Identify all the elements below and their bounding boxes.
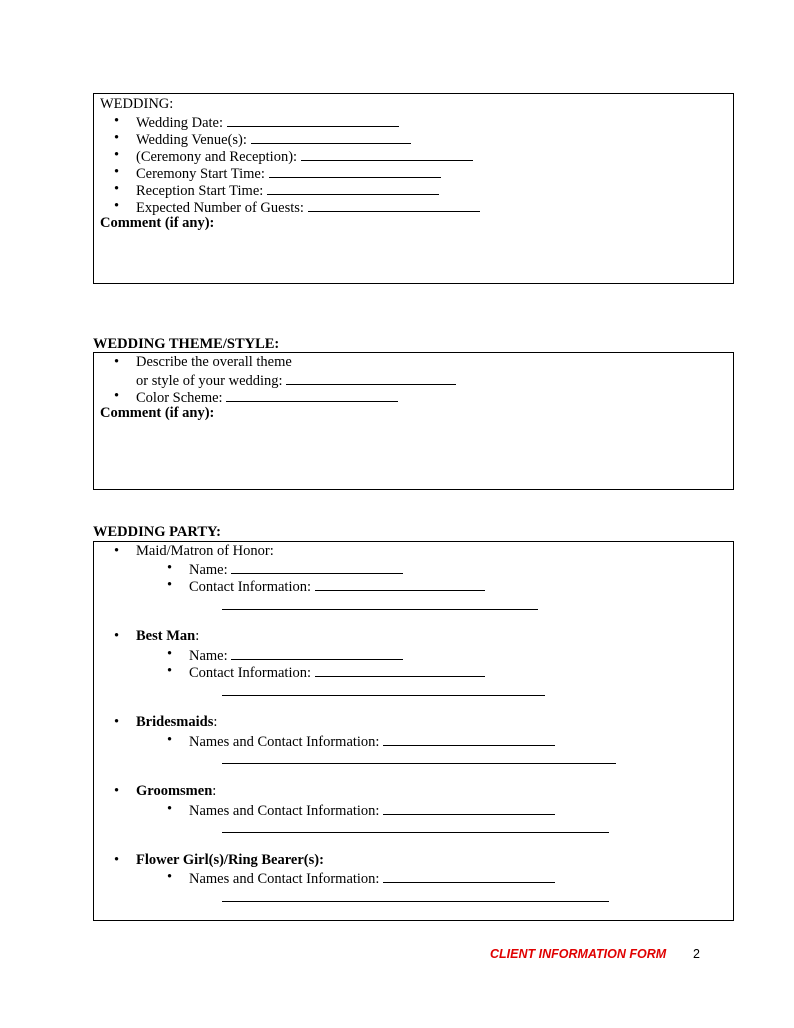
- flower-girl-extra-line[interactable]: [222, 901, 609, 902]
- page-number: 2: [693, 947, 700, 961]
- groomsmen-label: Groomsmen: [136, 783, 213, 799]
- bridesmaids-extra-line[interactable]: [222, 763, 616, 764]
- flower-girl-contact-blank[interactable]: [383, 869, 555, 883]
- groomsmen-colon: :: [212, 783, 217, 799]
- groomsmen-contact-field[interactable]: [189, 801, 555, 820]
- wedding-comment-label: Comment (if any):: [100, 215, 215, 231]
- ceremony-reception-blank[interactable]: [301, 147, 473, 161]
- wedding-heading: WEDDING:: [100, 96, 174, 112]
- best-man-contact-extra-line[interactable]: [222, 695, 545, 696]
- wedding-venue-blank[interactable]: [251, 130, 411, 144]
- footer-title: CLIENT INFORMATION FORM: [490, 947, 667, 961]
- bridesmaids-contact-label: Names and Contact Information:: [189, 734, 380, 750]
- color-scheme-blank[interactable]: [226, 388, 398, 402]
- party-section: [93, 541, 734, 921]
- flower-girl-contact-label: Names and Contact Information:: [189, 871, 380, 887]
- best-man-contact-label: Contact Information:: [189, 665, 312, 681]
- wedding-section: [93, 93, 734, 284]
- color-scheme-label: Color Scheme:: [136, 390, 223, 406]
- theme-heading: WEDDING THEME/STYLE:: [93, 336, 280, 352]
- maid-contact-field[interactable]: [189, 577, 485, 596]
- best-man-contact-field[interactable]: [189, 663, 485, 682]
- reception-start-blank[interactable]: [267, 181, 439, 195]
- groomsmen-item: [136, 783, 216, 800]
- maid-name-blank[interactable]: [231, 560, 403, 574]
- maid-contact-blank[interactable]: [315, 577, 485, 591]
- wedding-venue-label: Wedding Venue(s):: [136, 132, 247, 148]
- best-man-colon: :: [195, 628, 200, 644]
- maid-of-honor-item: [136, 543, 274, 560]
- maid-name-label: Name:: [189, 562, 228, 578]
- reception-start-label: Reception Start Time:: [136, 183, 264, 199]
- flower-girl-contact-field[interactable]: [189, 869, 555, 888]
- theme-description-field[interactable]: [136, 354, 292, 371]
- flower-girl-item: [136, 852, 324, 869]
- bridesmaids-item: [136, 714, 217, 731]
- best-man-item: [136, 628, 199, 645]
- theme-description-label: Describe the overall theme: [136, 354, 292, 370]
- maid-contact-extra-line[interactable]: [222, 609, 538, 610]
- best-man-name-label: Name:: [189, 648, 228, 664]
- best-man-name-blank[interactable]: [231, 646, 403, 660]
- ceremony-reception-label: (Ceremony and Reception):: [136, 149, 298, 165]
- guest-count-blank[interactable]: [308, 198, 480, 212]
- flower-girl-label: Flower Girl(s)/Ring Bearer(s):: [136, 852, 324, 868]
- bridesmaids-label: Bridesmaids: [136, 714, 214, 730]
- bridesmaids-colon: :: [213, 714, 218, 730]
- groomsmen-contact-label: Names and Contact Information:: [189, 803, 380, 819]
- bridesmaids-contact-field[interactable]: [189, 732, 555, 751]
- ceremony-start-label: Ceremony Start Time:: [136, 166, 265, 182]
- ceremony-start-blank[interactable]: [269, 164, 441, 178]
- wedding-date-blank[interactable]: [227, 113, 399, 127]
- maid-contact-label: Contact Information:: [189, 579, 312, 595]
- groomsmen-extra-line[interactable]: [222, 832, 609, 833]
- best-man-label: Best Man: [136, 628, 196, 644]
- best-man-contact-blank[interactable]: [315, 663, 485, 677]
- groomsmen-contact-blank[interactable]: [383, 801, 555, 815]
- wedding-date-label: Wedding Date:: [136, 115, 224, 131]
- party-heading: WEDDING PARTY:: [93, 524, 221, 540]
- theme-section: [93, 352, 734, 490]
- guest-count-label: Expected Number of Guests:: [136, 200, 304, 216]
- theme-style-label: or style of your wedding:: [136, 373, 283, 389]
- theme-style-blank[interactable]: [286, 371, 456, 385]
- theme-comment-label: Comment (if any):: [100, 405, 215, 421]
- maid-of-honor-label: Maid/Matron of Honor:: [136, 543, 274, 559]
- bridesmaids-contact-blank[interactable]: [383, 732, 555, 746]
